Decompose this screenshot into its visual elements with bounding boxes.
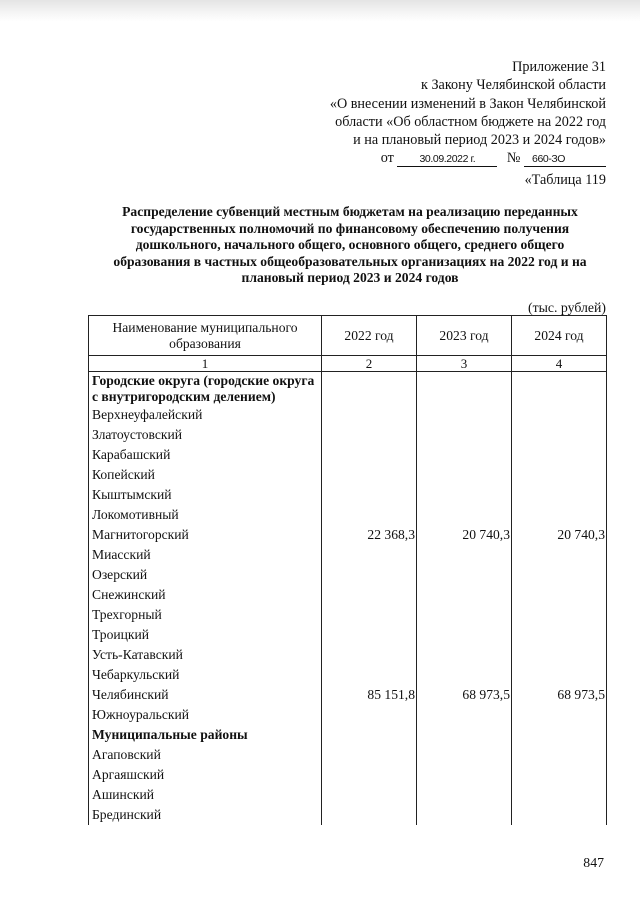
municipality-name: Троицкий [89,625,322,645]
municipality-name: Копейский [89,465,322,485]
value-2022 [322,765,417,785]
title-line: государственных полномочий по финансовому обеспечению получения [130,220,570,236]
value-2024 [512,565,607,585]
title-line: плановый период 2023 и 2024 годов [241,270,459,286]
value-2024 [512,665,607,685]
column-number: 3 [417,356,512,372]
value-2024 [512,705,607,725]
number-prefix: № [506,150,521,167]
value-2023 [417,705,512,725]
value-2023 [417,465,512,485]
value-2023 [417,725,512,745]
column-header-2022: 2022 год [322,316,417,356]
value-2024 [512,425,607,445]
value-2024 [512,545,607,565]
header-line: и на плановый период 2023 и 2024 годов» [353,132,606,149]
title-line: Распределение субвенций местным бюджетам на реализацию переданных [122,204,578,219]
units-label: (тыс. рублей) [527,300,606,315]
date-prefix: от [380,150,394,167]
table-row [89,425,607,445]
value-2022 [322,785,417,805]
value-2022 [322,745,417,765]
value-2023 [417,585,512,605]
law-number: 660-ЗО [524,152,606,167]
table-row [89,625,607,645]
municipality-name: Карабашский [89,445,322,465]
table-row [89,465,607,485]
table-row [89,785,607,805]
value-2022: 22 368,3 [322,525,417,545]
header-line: области «Об областном бюджете на 2022 год [335,113,606,130]
appendix-header [330,58,606,168]
table-row [89,685,607,705]
municipality-name: Агаповский [89,745,322,765]
value-2024 [512,805,607,825]
column-header-2024: 2024 год [512,316,607,356]
value-2023 [417,785,512,805]
value-2024 [512,445,607,465]
municipality-name: Снежинский [89,585,322,605]
law-date: 30.09.2022 г. [397,152,497,167]
header-line: Приложение 31 [512,59,606,75]
value-2024 [512,645,607,665]
value-2024 [512,485,607,505]
value-2024 [512,405,607,425]
table-row [89,665,607,685]
value-2023 [417,665,512,685]
municipality-name: Усть-Катавский [89,645,322,665]
value-2023: 20 740,3 [417,525,512,545]
header-line: к Закону Челябинской области [421,77,606,94]
value-2023 [417,545,512,565]
municipality-name: Магнитогорский [89,525,322,545]
column-header-municipality: Наименование муниципального образования [89,316,322,356]
title-line: образования в частных общеобразовательных организациях на 2022 год и на [113,253,587,269]
value-2022 [322,705,417,725]
column-number: 4 [512,356,607,372]
value-2022 [322,565,417,585]
column-number-row [89,356,607,372]
value-2023 [417,645,512,665]
value-2023 [417,745,512,765]
value-2022 [322,645,417,665]
value-2024 [512,585,607,605]
value-2022 [322,585,417,605]
table-row [89,485,607,505]
value-2022 [322,405,417,425]
value-2023 [417,405,512,425]
municipality-name: Ашинский [89,785,322,805]
table-row [89,805,607,825]
column-number: 2 [322,356,417,372]
value-2022 [322,465,417,485]
municipality-name: Городские округа (городские округа с внутригородским делением) [89,372,322,406]
table-row [89,405,607,425]
value-2022 [322,665,417,685]
value-2022 [322,545,417,565]
column-header-2023: 2023 год [417,316,512,356]
table-row [89,585,607,605]
value-2024 [512,465,607,485]
value-2023 [417,425,512,445]
section-row [89,725,607,745]
value-2024 [512,625,607,645]
section-row [89,372,607,406]
value-2023 [417,805,512,825]
value-2024 [512,785,607,805]
municipality-name: Брединский [89,805,322,825]
table-reference: «Таблица 119 [524,172,606,188]
municipality-name: Локомотивный [89,505,322,525]
value-2024 [512,505,607,525]
scan-edge-shadow [0,0,640,22]
value-2022 [322,425,417,445]
table-row [89,565,607,585]
value-2024: 20 740,3 [512,525,607,545]
table-row [89,445,607,465]
table-body [89,372,607,826]
document-title [100,204,600,287]
municipality-name: Верхнеуфалейский [89,405,322,425]
municipality-name: Златоустовский [89,425,322,445]
municipality-name: Южноуральский [89,705,322,725]
value-2022 [322,605,417,625]
value-2023 [417,372,512,406]
municipality-name: Чебаркульский [89,665,322,685]
value-2022 [322,625,417,645]
municipality-name: Муниципальные районы [89,725,322,745]
value-2023 [417,565,512,585]
page-number: 847 [583,855,604,870]
value-2024 [512,372,607,406]
value-2022 [322,485,417,505]
value-2022 [322,805,417,825]
value-2022: 85 151,8 [322,685,417,705]
table-row [89,525,607,545]
municipality-name: Аргаяшский [89,765,322,785]
column-number: 1 [89,356,322,372]
table-row [89,745,607,765]
value-2023 [417,445,512,465]
value-2023 [417,605,512,625]
value-2023 [417,625,512,645]
value-2024 [512,725,607,745]
header-line: «О внесении изменений в Закон Челябинской [329,95,606,112]
value-2024 [512,765,607,785]
table-row [89,705,607,725]
value-2024 [512,745,607,765]
value-2022 [322,372,417,406]
municipality-name: Миасский [89,545,322,565]
value-2023 [417,485,512,505]
table-row [89,545,607,565]
table-row [89,645,607,665]
value-2023: 68 973,5 [417,685,512,705]
law-date-number-line [330,149,606,167]
value-2024: 68 973,5 [512,685,607,705]
table-row [89,605,607,625]
table-row [89,765,607,785]
municipality-name: Челябинский [89,685,322,705]
table-header-row [89,316,607,356]
value-2024 [512,605,607,625]
title-line: дошкольного, начального общего, основного общего, среднего общего [135,237,565,253]
table-row [89,505,607,525]
value-2022 [322,505,417,525]
value-2023 [417,505,512,525]
subventions-table [88,315,607,825]
value-2022 [322,445,417,465]
value-2022 [322,725,417,745]
municipality-name: Трехгорный [89,605,322,625]
value-2023 [417,765,512,785]
municipality-name: Кыштымский [89,485,322,505]
municipality-name: Озерский [89,565,322,585]
